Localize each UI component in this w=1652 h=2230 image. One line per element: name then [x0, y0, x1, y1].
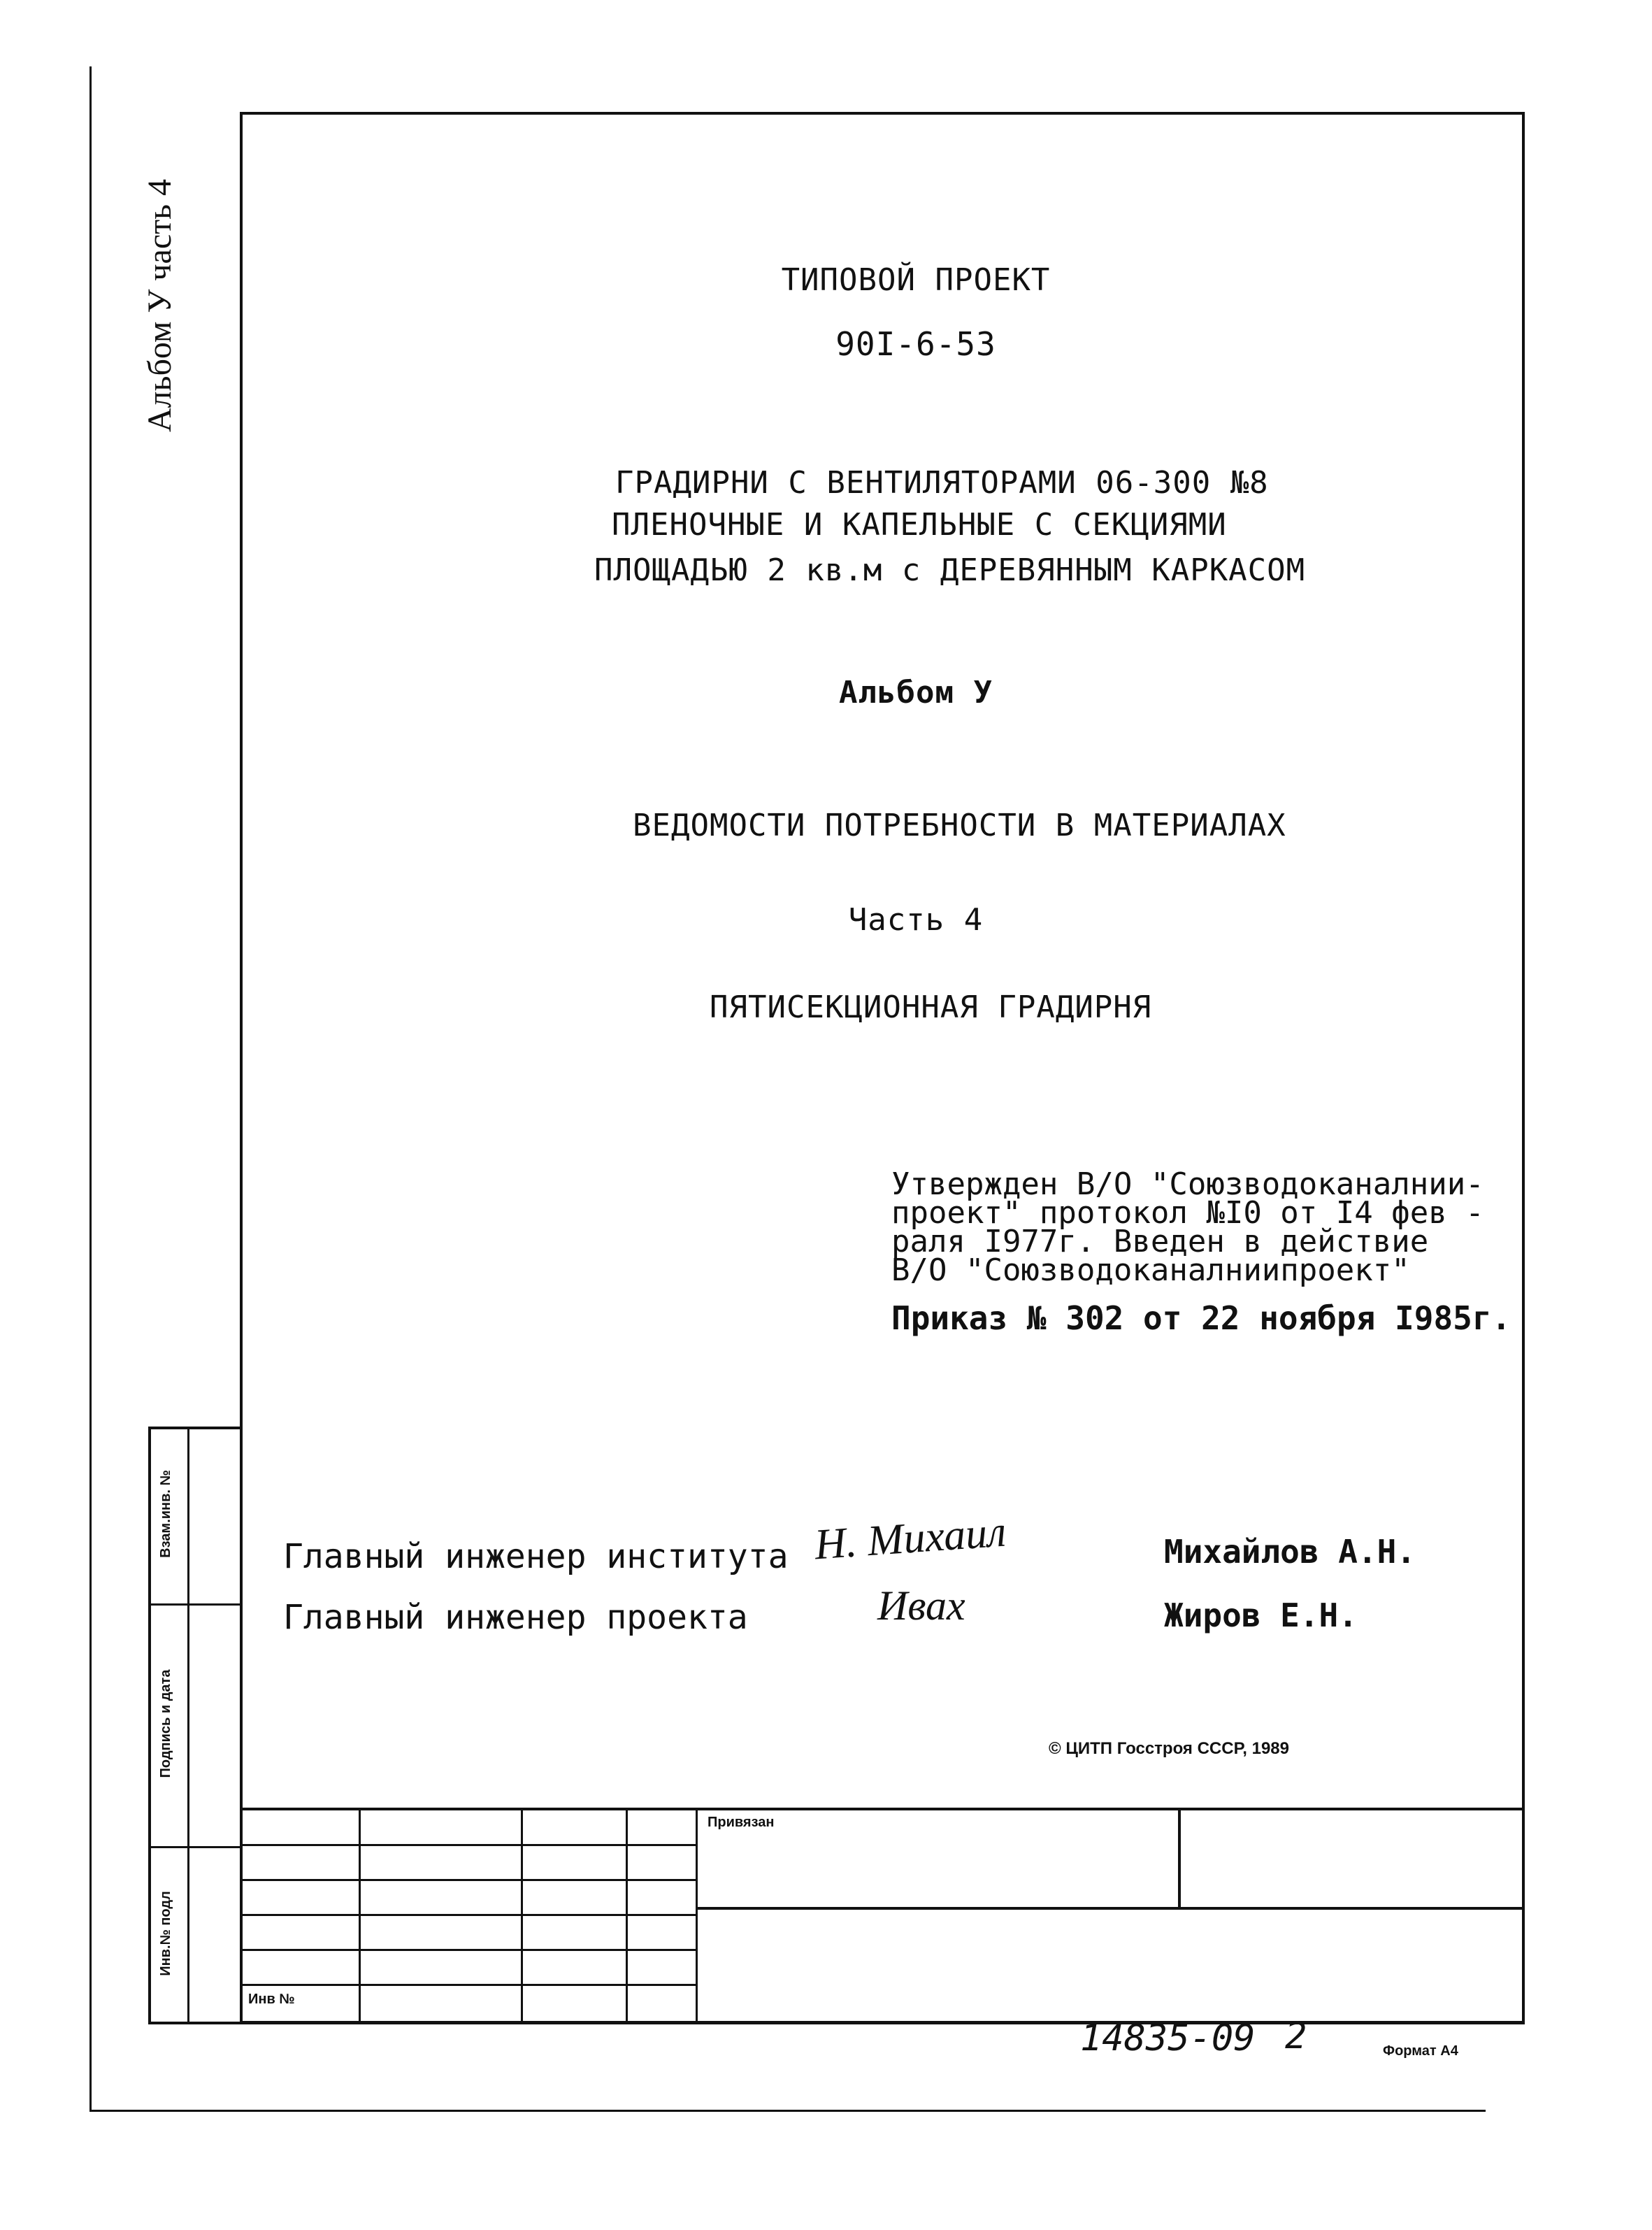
signature-row2-role: Главный инженер проекта	[283, 1598, 748, 1637]
project-name-line2: ПЛЕНОЧНЫЕ И КАПЕЛЬНЫЕ С СЕКЦИЯМИ	[612, 507, 1227, 543]
stamp-col-line4	[696, 1808, 698, 2024]
stamp-row-line2	[240, 1879, 698, 1881]
approval-order: Приказ № 302 от 22 ноября I985г.	[891, 1299, 1511, 1337]
main-frame	[240, 112, 1525, 2024]
left-stamp-divider2	[148, 1846, 241, 1848]
approval-line1: Утвержден В/О "Союзводоканалнии-	[891, 1166, 1484, 1202]
stamp-row-line5	[240, 1984, 698, 1986]
stamp-row-line1	[240, 1844, 698, 1846]
stamp-row-line4	[240, 1949, 698, 1951]
signature-row1-handwriting: Н. Михаил	[812, 1508, 1008, 1569]
stamp-col-line1	[359, 1808, 361, 2024]
stamp-privyazan-label: Привязан	[708, 1815, 775, 1830]
stamp-top-line	[240, 1808, 1525, 1810]
stamp-row-line3	[240, 1914, 698, 1916]
left-stamp-divider1	[148, 1603, 241, 1606]
stamp-side-col2: Подпись и дата	[158, 1669, 173, 1778]
footer-format: Формат А4	[1383, 2043, 1458, 2059]
project-number: 90I-6-53	[835, 325, 996, 363]
outer-left-line	[89, 66, 92, 2112]
signature-row1-role: Главный инженер института	[283, 1537, 789, 1576]
stamp-inv-label: Инв №	[248, 1992, 295, 2007]
side-label: Альбом У часть 4	[141, 179, 178, 432]
copyright: © ЦИТП Госстроя СССР, 1989	[1049, 1739, 1290, 1758]
left-stamp-inner-divider	[187, 1427, 189, 2024]
project-type: ТИПОВОЙ ПРОЕКТ	[781, 262, 1051, 298]
approval-line4: В/О "Союзводоканалниипроект"	[891, 1252, 1410, 1288]
project-name-line1: ГРАДИРНИ С ВЕНТИЛЯТОРАМИ 06-300 №8	[615, 465, 1269, 501]
stamp-col-line2	[521, 1808, 523, 2024]
approval-line3: раля I977г. Введен в действие	[891, 1224, 1429, 1259]
subject-title: ВЕДОМОСТИ ПОТРЕБНОСТИ В МАТЕРИАЛАХ	[633, 808, 1286, 843]
stamp-side-col1: Взам.инв. №	[158, 1470, 173, 1558]
section-title: ПЯТИСЕКЦИОННАЯ ГРАДИРНЯ	[710, 989, 1152, 1025]
stamp-col-line5	[1178, 1808, 1181, 1909]
signature-row2-handwriting: Ивах	[877, 1582, 965, 1629]
stamp-col-line3	[626, 1808, 628, 2024]
stamp-side-col3: Инв.№ подл	[158, 1891, 173, 1976]
album-title: Альбом У	[839, 675, 993, 710]
signature-row2-name: Жиров Е.Н.	[1164, 1596, 1358, 1634]
footer-doc-number: 14835-09	[1080, 2017, 1256, 2059]
signature-row1-name: Михайлов А.Н.	[1164, 1533, 1416, 1571]
stamp-right-row-line	[696, 1907, 1525, 1910]
footer-sheet-number: 2	[1285, 2015, 1307, 2057]
outer-bottom-line	[89, 2110, 1486, 2112]
project-name-line3: ПЛОЩАДЬЮ 2 кв.м с ДЕРЕВЯННЫМ КАРКАСОМ	[594, 552, 1306, 588]
approval-line2: проект" протокол №I0 от I4 фев -	[891, 1195, 1484, 1231]
part-title: Часть 4	[848, 902, 984, 938]
